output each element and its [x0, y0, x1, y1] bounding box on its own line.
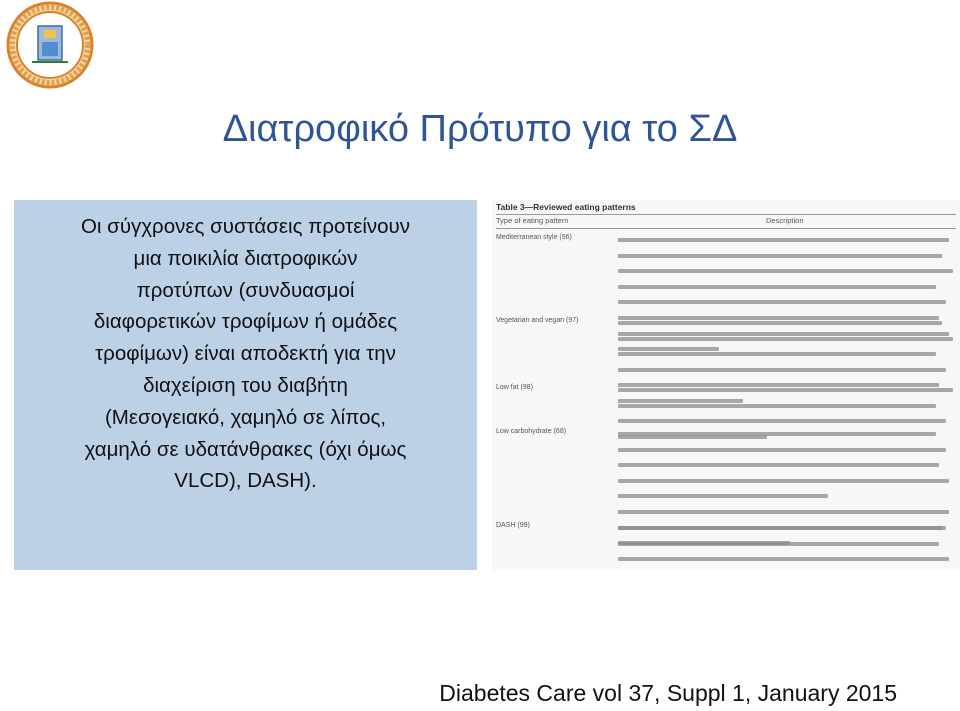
logo	[2, 0, 98, 90]
description-line	[618, 404, 956, 416]
table-rule	[496, 214, 956, 215]
column-header: Type of eating pattern	[496, 216, 569, 225]
description-line	[618, 368, 956, 380]
description-line	[618, 269, 956, 281]
recommendation-textbox	[14, 200, 477, 570]
description-line	[618, 448, 956, 460]
pattern-name: Vegetarian and vegan (97)	[496, 317, 579, 324]
description-line	[618, 557, 956, 569]
description-line	[618, 352, 956, 364]
description-line	[618, 254, 956, 266]
eating-patterns-table	[492, 200, 960, 570]
pattern-name: Low carbohydrate (68)	[496, 428, 567, 435]
description-line	[618, 510, 956, 522]
description-line	[618, 463, 956, 475]
association-emblem	[2, 0, 98, 90]
slide-title: Διατροφικό Πρότυπο για το ΣΔ	[222, 108, 738, 150]
description-line	[618, 494, 956, 506]
citation: Diabetes Care vol 37, Suppl 1, January 2015	[439, 680, 897, 706]
description-line	[618, 479, 956, 491]
table-rule	[496, 228, 956, 229]
pattern-name: Mediterranean style (96)	[496, 234, 572, 241]
description-line	[618, 321, 956, 333]
pattern-name: Low fat (98)	[496, 384, 533, 391]
pattern-name: DASH (99)	[496, 522, 530, 529]
description-line	[618, 285, 956, 297]
description-line	[618, 238, 956, 250]
column-header: Description	[766, 216, 804, 225]
description-line	[618, 526, 956, 538]
description-line	[618, 388, 956, 400]
pattern-description	[618, 522, 956, 570]
description-line	[618, 337, 956, 349]
description-line	[618, 300, 956, 312]
recommendation-text: Οι σύγχρονες συστάσεις προτείνουν μια ποικιλία διατροφικών προτύπων (συνδυασμοί διαφορετικών τροφίμων ή ομάδες τροφίμων) είναι αποδεκτή για την διαχείριση του διαβήτη (Μεσογειακό, χαμηλό σε λίπος, χαμηλό σε υδατάνθρακες (όχι όμως VLCD), DASH).	[80, 215, 410, 493]
description-line	[618, 432, 956, 444]
description-line	[618, 542, 956, 554]
table-title: Table 3—Reviewed eating patterns	[496, 202, 636, 212]
